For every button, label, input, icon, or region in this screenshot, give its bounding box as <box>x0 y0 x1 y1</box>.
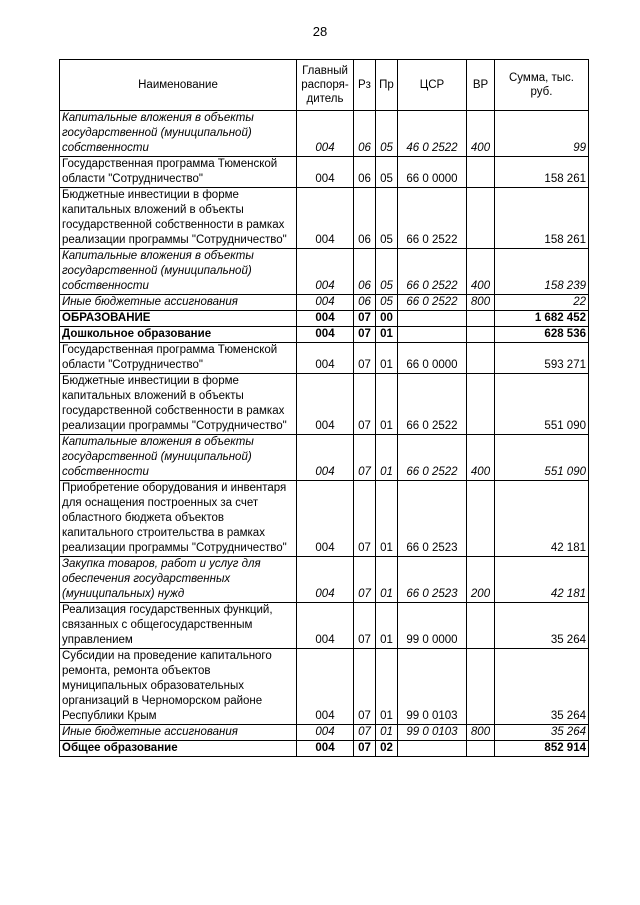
cell-name: Иные бюджетные ассигнования <box>60 725 297 741</box>
cell-csr <box>398 327 467 343</box>
cell-csr: 66 0 2522 <box>398 374 467 435</box>
cell-rz: 07 <box>354 649 376 725</box>
cell-chief: 004 <box>297 157 354 188</box>
cell-pr: 01 <box>376 374 398 435</box>
cell-chief: 004 <box>297 327 354 343</box>
cell-chief: 004 <box>297 741 354 757</box>
cell-name: Реализация государственных функций, связанных с общегосударственным управлением <box>60 603 297 649</box>
cell-chief: 004 <box>297 311 354 327</box>
cell-name: Закупка товаров, работ и услуг для обеспечения государственных (муниципальных) нужд <box>60 557 297 603</box>
cell-name: ОБРАЗОВАНИЕ <box>60 311 297 327</box>
cell-name: Бюджетные инвестиции в форме капитальных вложений в объекты государственной собственности в рамках реализации программы "Сотрудничество" <box>60 188 297 249</box>
cell-chief: 004 <box>297 374 354 435</box>
cell-chief: 004 <box>297 481 354 557</box>
table-row <box>60 111 589 157</box>
cell-sum: 158 239 <box>495 249 589 295</box>
cell-pr: 00 <box>376 311 398 327</box>
header-pr: Пр <box>376 60 398 111</box>
cell-chief: 004 <box>297 249 354 295</box>
cell-chief: 004 <box>297 435 354 481</box>
cell-sum: 99 <box>495 111 589 157</box>
table-row <box>60 725 589 741</box>
cell-name: Государственная программа Тюменской области "Сотрудничество" <box>60 157 297 188</box>
cell-chief: 004 <box>297 725 354 741</box>
cell-rz: 07 <box>354 725 376 741</box>
cell-name: Капитальные вложения в объекты государственной (муниципальной) собственности <box>60 249 297 295</box>
cell-vr <box>467 481 495 557</box>
cell-sum: 42 181 <box>495 481 589 557</box>
cell-rz: 07 <box>354 311 376 327</box>
cell-csr: 66 0 2522 <box>398 249 467 295</box>
cell-vr: 800 <box>467 725 495 741</box>
table-row <box>60 649 589 725</box>
cell-vr <box>467 188 495 249</box>
cell-chief: 004 <box>297 295 354 311</box>
cell-sum: 35 264 <box>495 725 589 741</box>
table-row <box>60 603 589 649</box>
cell-name: Государственная программа Тюменской области "Сотрудничество" <box>60 343 297 374</box>
cell-rz: 06 <box>354 157 376 188</box>
cell-name: Общее образование <box>60 741 297 757</box>
cell-rz: 07 <box>354 343 376 374</box>
cell-sum: 852 914 <box>495 741 589 757</box>
cell-vr: 200 <box>467 557 495 603</box>
cell-vr <box>467 649 495 725</box>
table-row <box>60 374 589 435</box>
cell-sum: 628 536 <box>495 327 589 343</box>
cell-rz: 07 <box>354 603 376 649</box>
table-row <box>60 557 589 603</box>
cell-pr: 01 <box>376 603 398 649</box>
cell-csr: 66 0 2522 <box>398 295 467 311</box>
cell-csr: 99 0 0000 <box>398 603 467 649</box>
cell-name: Дошкольное образование <box>60 327 297 343</box>
cell-vr <box>467 311 495 327</box>
cell-sum: 158 261 <box>495 188 589 249</box>
table-header-row <box>60 60 589 111</box>
cell-pr: 01 <box>376 649 398 725</box>
cell-pr: 05 <box>376 188 398 249</box>
cell-rz: 06 <box>354 188 376 249</box>
cell-csr: 66 0 2522 <box>398 188 467 249</box>
cell-rz: 07 <box>354 374 376 435</box>
cell-csr: 46 0 2522 <box>398 111 467 157</box>
table-row <box>60 188 589 249</box>
cell-vr <box>467 603 495 649</box>
table-row <box>60 741 589 757</box>
cell-name: Капитальные вложения в объекты государственной (муниципальной) собственности <box>60 435 297 481</box>
header-sum: Сумма, тыс. руб. <box>495 60 589 111</box>
header-name: Наименование <box>60 60 297 111</box>
cell-chief: 004 <box>297 603 354 649</box>
cell-sum: 551 090 <box>495 374 589 435</box>
cell-sum: 1 682 452 <box>495 311 589 327</box>
cell-sum: 42 181 <box>495 557 589 603</box>
cell-csr <box>398 741 467 757</box>
cell-csr <box>398 311 467 327</box>
cell-name: Субсидии на проведение капитального ремонта, ремонта объектов муниципальных образовательных организаций в Черноморском районе Республики Крым <box>60 649 297 725</box>
cell-rz: 07 <box>354 435 376 481</box>
cell-rz: 07 <box>354 481 376 557</box>
table-row <box>60 481 589 557</box>
cell-pr: 05 <box>376 157 398 188</box>
cell-name: Иные бюджетные ассигнования <box>60 295 297 311</box>
cell-vr: 400 <box>467 111 495 157</box>
cell-sum: 158 261 <box>495 157 589 188</box>
cell-sum: 551 090 <box>495 435 589 481</box>
cell-pr: 01 <box>376 343 398 374</box>
cell-chief: 004 <box>297 343 354 374</box>
cell-vr <box>467 157 495 188</box>
cell-pr: 05 <box>376 295 398 311</box>
cell-rz: 06 <box>354 249 376 295</box>
cell-chief: 004 <box>297 111 354 157</box>
cell-name: Бюджетные инвестиции в форме капитальных вложений в объекты государственной собственности в рамках реализации программы "Сотрудничество" <box>60 374 297 435</box>
cell-pr: 05 <box>376 111 398 157</box>
cell-csr: 66 0 2522 <box>398 435 467 481</box>
cell-rz: 06 <box>354 295 376 311</box>
table-row <box>60 311 589 327</box>
cell-rz: 07 <box>354 327 376 343</box>
cell-vr: 400 <box>467 435 495 481</box>
header-vr: ВР <box>467 60 495 111</box>
cell-csr: 66 0 2523 <box>398 481 467 557</box>
header-csr: ЦСР <box>398 60 467 111</box>
cell-vr <box>467 327 495 343</box>
table-row <box>60 249 589 295</box>
cell-rz: 07 <box>354 741 376 757</box>
cell-csr: 99 0 0103 <box>398 649 467 725</box>
cell-csr: 66 0 0000 <box>398 343 467 374</box>
cell-sum: 22 <box>495 295 589 311</box>
cell-vr <box>467 741 495 757</box>
cell-sum: 35 264 <box>495 649 589 725</box>
cell-chief: 004 <box>297 557 354 603</box>
table-row <box>60 327 589 343</box>
cell-pr: 01 <box>376 481 398 557</box>
cell-pr: 02 <box>376 741 398 757</box>
header-rz: Рз <box>354 60 376 111</box>
cell-sum: 593 271 <box>495 343 589 374</box>
header-chief: Главный распоря-дитель <box>297 60 354 111</box>
table-row <box>60 343 589 374</box>
page-number: 28 <box>312 24 328 39</box>
cell-chief: 004 <box>297 188 354 249</box>
cell-csr: 66 0 2523 <box>398 557 467 603</box>
cell-name: Капитальные вложения в объекты государственной (муниципальной) собственности <box>60 111 297 157</box>
table-row <box>60 295 589 311</box>
cell-pr: 01 <box>376 725 398 741</box>
budget-table <box>59 59 589 757</box>
table-row <box>60 157 589 188</box>
cell-pr: 05 <box>376 249 398 295</box>
cell-csr: 66 0 0000 <box>398 157 467 188</box>
cell-sum: 35 264 <box>495 603 589 649</box>
cell-rz: 06 <box>354 111 376 157</box>
cell-rz: 07 <box>354 557 376 603</box>
table-row <box>60 435 589 481</box>
cell-vr <box>467 374 495 435</box>
cell-pr: 01 <box>376 327 398 343</box>
cell-vr: 800 <box>467 295 495 311</box>
cell-vr: 400 <box>467 249 495 295</box>
cell-vr <box>467 343 495 374</box>
cell-chief: 004 <box>297 649 354 725</box>
cell-csr: 99 0 0103 <box>398 725 467 741</box>
cell-name: Приобретение оборудования и инвентаря для оснащения построенных за счет областного бюджета объектов капитального строительства в рамках реализации программы "Сотрудничество" <box>60 481 297 557</box>
cell-pr: 01 <box>376 557 398 603</box>
cell-pr: 01 <box>376 435 398 481</box>
